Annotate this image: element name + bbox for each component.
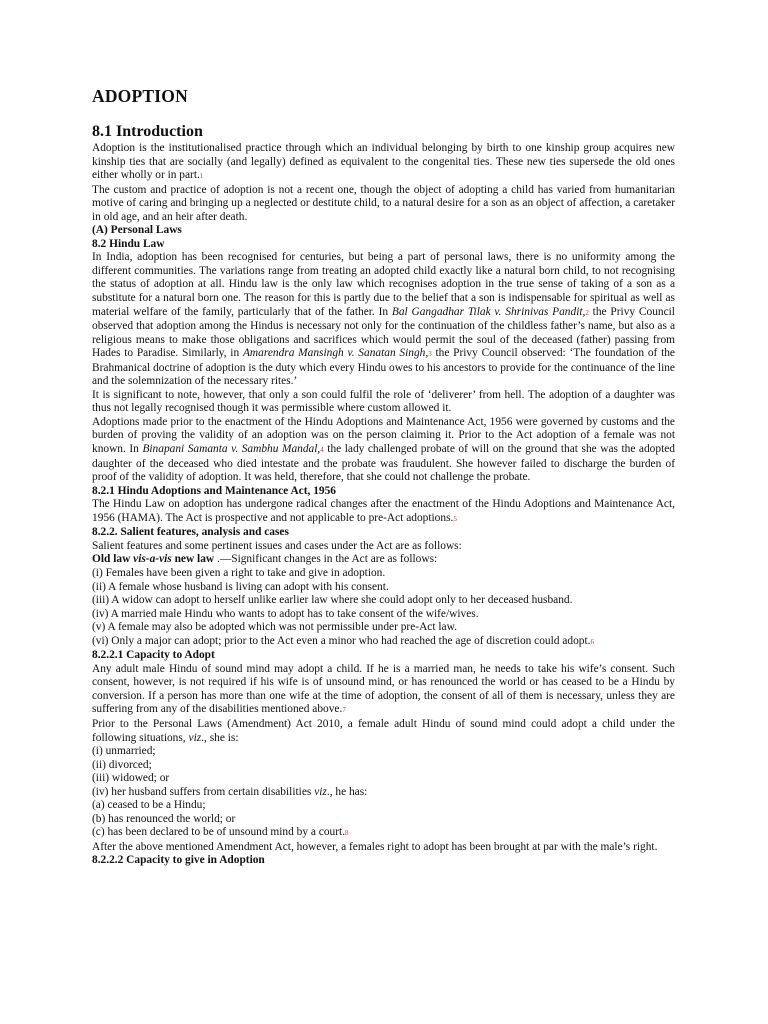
situation-item: (iii) widowed; or	[92, 772, 170, 785]
footnote-ref-6[interactable]: 6	[590, 637, 594, 646]
case-citation: Bal Gangadhar Tilak v. Shrinivas Pandit,	[391, 305, 586, 318]
disability-item: (c) has been declared to be of unsound mind by a court.8	[92, 826, 349, 839]
footnote-ref-4[interactable]: 4	[320, 446, 324, 455]
situation-item: (ii) divorced;	[92, 758, 152, 771]
paragraph-capacity-adopt: Any adult male Hindu of sound mind may adopt a child. If he is a married man, he needs to take his wife’s consent. Such consent, however, is not required if his wife is of unsound mind, or has renounced the world or has ceased to be a Hindu by conversion. If a person has more than one wife at the time of adoption, the consent of all of them is necessary, unless they are suffering from any of the disabilities mentioned above.7	[92, 662, 675, 716]
paragraph-pre-act: Adoptions made prior to the enactment of the Hindu Adoptions and Maintenance Act, 1956 were governed by customs and the burden of proving the validity of an adoption was on the person claiming it. Prior to the Act adoption of a female was not known. In Binapani Samanta v. Sambhu Mandal,4 the lady challenged probate of will on the ground that she was the adopted daughter of the deceased who died intestate and the probate was fraudulent. She however failed to discharge the burden of proof of the validity of adoption. It was held, therefore, that she could not challenge the probate.	[92, 415, 675, 484]
change-item: (iii) A widow can adopt to herself unlike earlier law where she could adopt only to her deceased husband.	[92, 594, 573, 607]
disability-item: (a) ceased to be a Hindu;	[92, 799, 206, 812]
footnote-ref-7[interactable]: 7	[342, 706, 346, 715]
change-item-last: (vi) Only a major can adopt; prior to the Act even a minor who had reached the age of discretion could adopt.6	[92, 634, 594, 647]
heading-8-2-2: 8.2.2. Salient features, analysis and cases	[92, 526, 289, 539]
footnote-ref-2[interactable]: 2	[585, 308, 589, 317]
case-citation: Binapani Samanta v. Sambhu Mandal,	[142, 443, 321, 456]
footnote-ref-8[interactable]: 8	[345, 829, 349, 838]
paragraph-female-adopt: Prior to the Personal Laws (Amendment) Act 2010, a female adult Hindu of sound mind could adopt a child under the following situations, viz., she is:	[92, 717, 675, 744]
situation-item: (iv) her husband suffers from certain disabilities viz., he has:	[92, 785, 368, 798]
intro-heading: 8.1 Introduction	[92, 123, 203, 140]
heading-8-2-2-1: 8.2.2.1 Capacity to Adopt	[92, 649, 215, 662]
disability-item: (b) has renounced the world; or	[92, 812, 236, 825]
paragraph-hindu-law: In India, adoption has been recognised for centuries, but being a part of personal laws, there is no uniformity among the different communities. The variations range from treating an adopted child exactly like a natural born child, to not recognising the status of adoption at all. Hindu law is the only law which recognises adoption in the true sense of taking of a son as a substitute for a natural born one. The reason for this is partly due to the belief that a son is indispensable for spiritual as well as material welfare of the family, particularly that of the father. In Bal Gangadhar Tilak v. Shrinivas Pandit,2 the Privy Council observed that adoption among the Hindus is necessary not only for the continuation of the childless father’s name, but also as a religious means to make those obligations and sacrifices which would permit the soul of the deceased (father) passing from Hades to Paradise. Similarly, in Amarendra Mansingh v. Sanatan Singh,3 the Privy Council observed: ‘The foundation of the Brahmanical doctrine of adoption is the duty which every Hindu owes to his ancestors to provide for the continuance of the line and the solemnization of the necessary rites.’	[92, 251, 675, 388]
footnote-ref-1[interactable]: 1	[199, 172, 204, 181]
paragraph-definition: Adoption is the institutionalised practice through which an individual belonging by birth to one kinship group acquires new kinship ties that are socially (and legally) defined as equivalent to the congenital ties. These new ties supersede the old ones either wholly or in part.1	[92, 142, 675, 182]
situation-item: (i) unmarried;	[92, 745, 156, 758]
heading-8-2-1: 8.2.1 Hindu Adoptions and Maintenance Act, 1956	[92, 484, 336, 497]
paragraph-salient: Salient features and some pertinent issues and cases under the Act are as follows:	[92, 539, 462, 552]
change-item: (iv) A married male Hindu who wants to adopt has to take consent of the wife/wives.	[92, 607, 479, 620]
document-title: ADOPTION	[92, 86, 188, 106]
paragraph-hama: The Hindu Law on adoption has undergone radical changes after the enactment of the Hindu Adoptions and Maintenance Act, 1956 (HAMA). The Act is prospective and not applicable to pre-Act adoptions.5	[92, 498, 675, 524]
case-citation: Amarendra Mansingh v. Sanatan Singh,	[242, 347, 429, 360]
footnote-ref-3[interactable]: 3	[428, 350, 432, 359]
heading-8-2-2-2: 8.2.2.2 Capacity to give in Adoption	[92, 854, 265, 867]
footnote-ref-5[interactable]: 5	[453, 514, 457, 523]
paragraph-custom: The custom and practice of adoption is not a recent one, though the object of adopting a child has varied from humanitarian motive of caring and bringing up a neglected or destitute child, to a natural desire for a son as an object of affection, a caretaker in old age, and an heir after death.	[92, 183, 675, 223]
document-page	[92, 84, 675, 868]
change-item: (ii) A female whose husband is living can adopt with his consent.	[92, 580, 389, 593]
heading-personal-laws: (A) Personal Laws	[92, 224, 182, 237]
change-item: (v) A female may also be adopted which was not permissible under pre-Act law.	[92, 621, 457, 634]
paragraph-amendment: After the above mentioned Amendment Act, however, a females right to adopt has been brought at par with the male’s right.	[92, 840, 658, 853]
old-vs-new-law: Old law vis-a-vis new law .—Significant changes in the Act are as follows:	[92, 553, 438, 566]
change-item: (i) Females have been given a right to take and give in adoption.	[92, 566, 386, 579]
paragraph-son-deliverer: It is significant to note, however, that only a son could fulfil the role of ‘deliverer’ from hell. The adoption of a daughter was thus not legally recognised though it was permissible where custom allowed it.	[92, 388, 675, 415]
heading-hindu-law: 8.2 Hindu Law	[92, 237, 165, 250]
